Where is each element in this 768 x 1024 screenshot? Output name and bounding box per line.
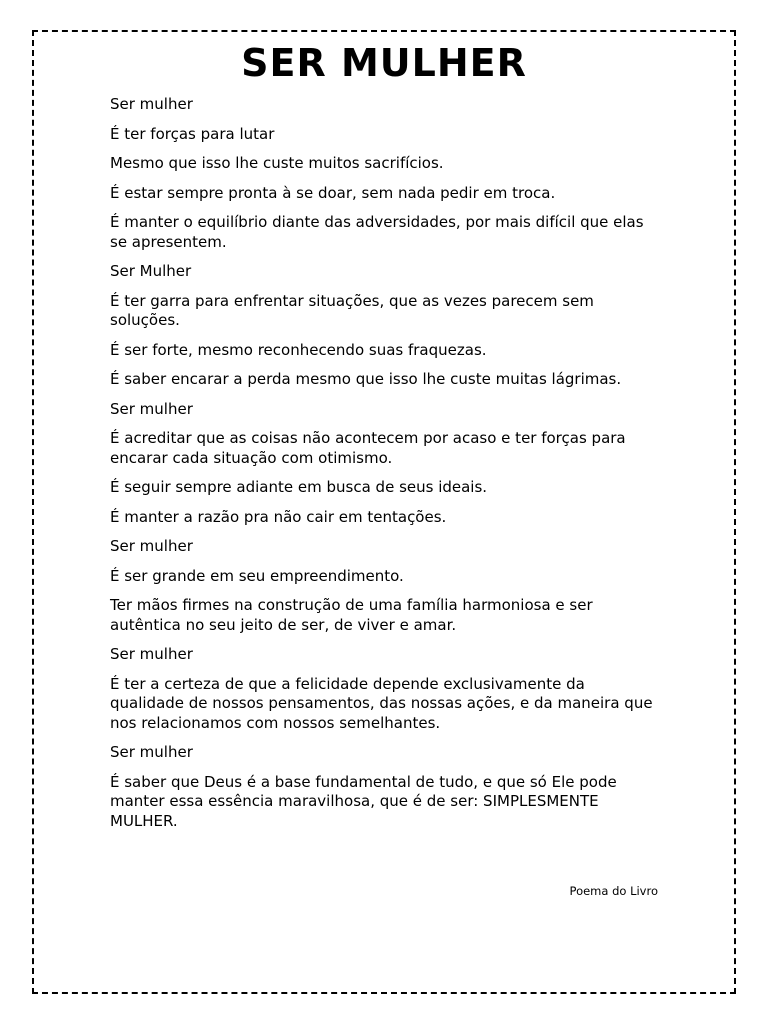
- poem-line: Mesmo que isso lhe custe muitos sacrifícios.: [110, 154, 444, 172]
- poem-line: É ter garra para enfrentar situações, que as vezes parecem sem soluções.: [110, 291, 594, 329]
- poem-line: É ter forças para lutar: [110, 124, 275, 143]
- poem-line: Ser mulher: [110, 645, 193, 663]
- source-credit: Poema do Livro: [569, 884, 658, 898]
- poem-line: É acreditar que as coisas não acontecem por acaso e ter forças para encarar cada situação com otimismo.: [110, 429, 626, 467]
- poem-line: É ter a certeza de que a felicidade depende exclusivamente da qualidade de nossos pensamentos, das nossas ações, e da maneira que nos relacionamos com nossos semelhantes.: [110, 674, 653, 732]
- poem-line: Ser mulher: [110, 743, 193, 761]
- poem-line: Ser mulher: [110, 399, 193, 418]
- poem-line: É manter a razão pra não cair em tentações.: [110, 507, 447, 526]
- poem-line: É manter o equilíbrio diante das adversidades, por mais difícil que elas se apresentem.: [110, 213, 644, 251]
- poem-line: É ser grande em seu empreendimento.: [110, 566, 404, 585]
- poem-body: [110, 95, 658, 841]
- poem-line: É saber encarar a perda mesmo que isso lhe custe muitas lágrimas.: [110, 370, 622, 388]
- poem-line: Ser mulher: [110, 95, 193, 113]
- poem-line: Ser Mulher: [110, 262, 192, 280]
- poem-line: É saber que Deus é a base fundamental de tudo, e que só Ele pode manter essa essência maravilhosa, que é de ser: SIMPLESMENTE MULHER.: [110, 772, 617, 830]
- page-title: SER MULHER: [241, 41, 527, 85]
- poem-line: É estar sempre pronta à se doar, sem nada pedir em troca.: [110, 183, 556, 202]
- poem-line: É ser forte, mesmo reconhecendo suas fraquezas.: [110, 340, 487, 359]
- poem-line: É seguir sempre adiante em busca de seus ideais.: [110, 478, 488, 496]
- poem-line: Ser mulher: [110, 537, 193, 555]
- poem-line: Ter mãos firmes na construção de uma família harmoniosa e ser autêntica no seu jeito de ser, de viver e amar.: [110, 596, 593, 634]
